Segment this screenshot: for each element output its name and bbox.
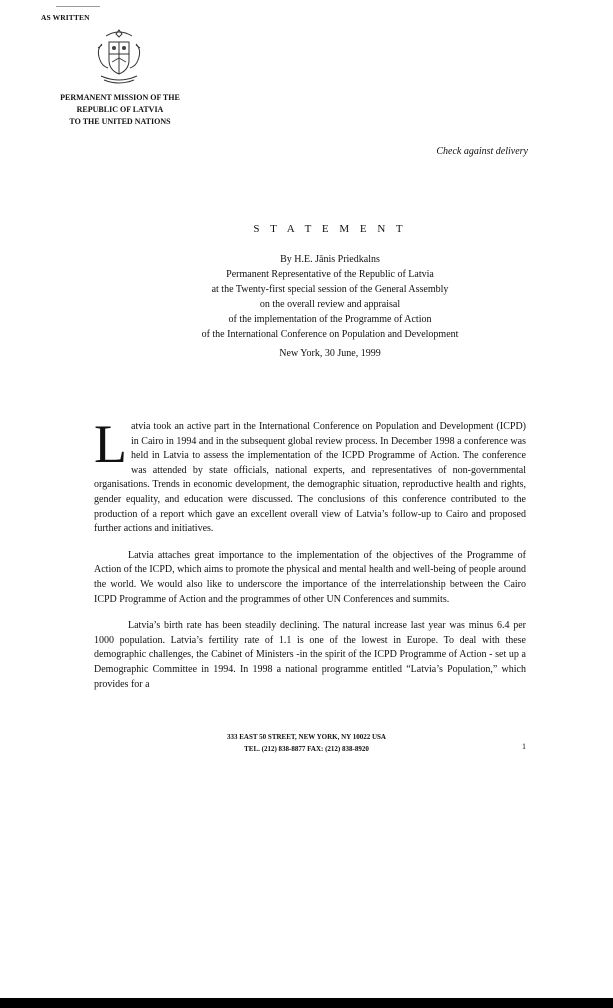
- byline-line-1: By H.E. Jānis Priedkalns: [280, 254, 380, 265]
- page-number: 1: [522, 742, 526, 751]
- mission-line-3: TO THE UNITED NATIONS: [69, 117, 171, 126]
- paragraph-1: [94, 414, 526, 537]
- check-against-delivery: Check against delivery: [436, 146, 528, 157]
- drop-cap: L: [94, 414, 127, 474]
- paragraph-1-text: atvia took an active part in the International Conference on Population and Development (ICPD) in Cairo in 1994 and in the subsequent global review process. In December 1998 a conference was held in Latvia to assess the implementation of the ICPD Programme of Action. The conference was attended by state officials, national experts, and representatives of non-governmental organisations. Trends in economic development, the demographic situation, reproductive health and rights, gender equality, and education were discussed. The conclusions of this conference contributed to the production of a report which gave an excellent overall view of Latvia’s follow-up to Cairo and proposed further actions and initiatives.: [94, 421, 526, 535]
- mission-name: [40, 92, 200, 128]
- byline-line-2: Permanent Representative of the Republic of Latvia: [226, 269, 434, 280]
- paragraph-2: Latvia attaches great importance to the implementation of the objectives of the Programme of Action of the ICPD, which aims to promote the physical and mental health and well-being of people around the world. We would also like to underscore the importance of the interrelationship between the Cairo ICPD Programme of Action and the programmes of other UN Conferences and summits.: [94, 549, 526, 605]
- mission-line-1: PERMANENT MISSION OF THE: [60, 93, 180, 102]
- mission-line-2: REPUBLIC OF LATVIA: [76, 105, 164, 114]
- byline-line-6: of the International Conference on Population and Development: [201, 329, 459, 340]
- statement-heading: S T A T E M E N T: [253, 223, 407, 235]
- scan-edge-bar: [0, 998, 613, 1008]
- byline-line-5: of the implementation of the Programme of Action: [228, 314, 432, 325]
- paragraph-3: Latvia’s birth rate has been steadily declining. The natural increase last year was minus 6.4 per 1000 population. Latvia’s fertility rate of 1.1 is one of the lowest in Europe. To deal with these demographic challenges, the Cabinet of Ministers -in the spirit of the ICPD Programme of Action - set up a Demographic Committee in 1994. In 1998 a national programme entitled “Latvia’s Population,” which provides for a: [94, 620, 526, 690]
- byline: [0, 252, 613, 342]
- dateline: New York, 30 June, 1999: [279, 348, 381, 359]
- as-written-stamp: AS WRITTEN: [41, 13, 90, 22]
- address-line: 333 EAST 50 STREET, NEW YORK, NY 10022 USA: [227, 733, 386, 741]
- top-rule: [56, 6, 100, 7]
- byline-line-3: at the Twenty-first special session of the General Assembly: [211, 284, 449, 295]
- byline-line-4: on the overall review and appraisal: [259, 299, 401, 310]
- contact-line: TEL. (212) 838-8877 FAX: (212) 838-8920: [244, 745, 369, 753]
- statement-body: [94, 414, 526, 704]
- coat-of-arms-icon: [92, 26, 146, 88]
